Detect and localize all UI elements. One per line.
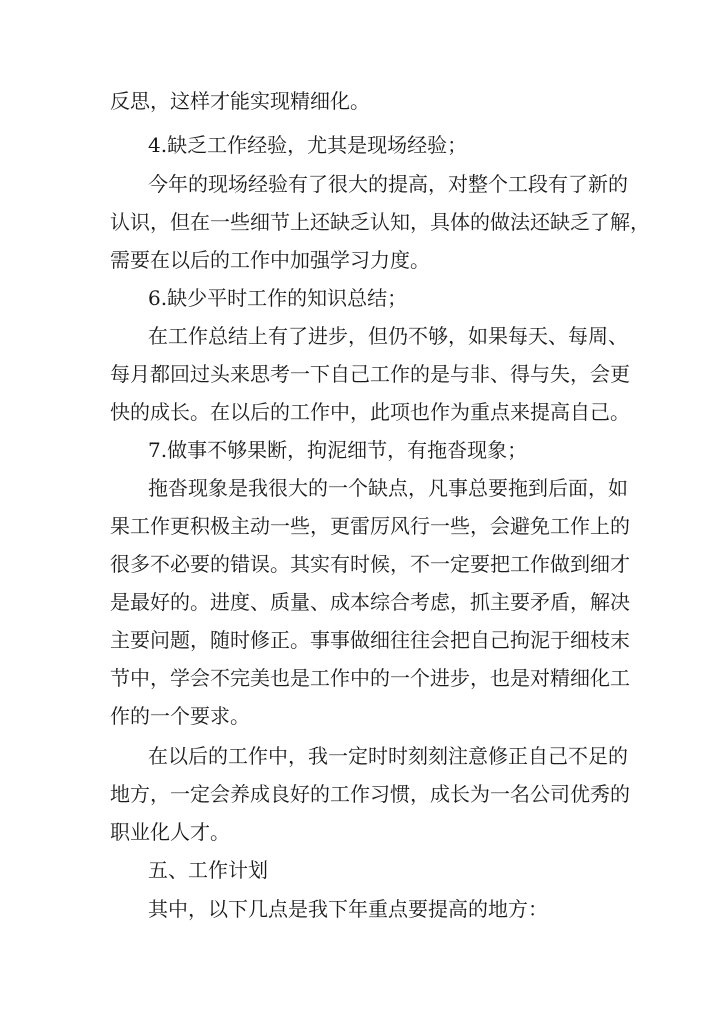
text-line: 节中，学会不完美也是工作中的一个进步，也是对精细化工 bbox=[110, 666, 630, 690]
text-line: 很多不必要的错误。其实有时候，不一定要把工作做到细才 bbox=[110, 552, 630, 576]
text-line: 6.缺少平时工作的知识总结； bbox=[148, 286, 408, 310]
text-line: 作的一个要求。 bbox=[110, 704, 250, 728]
text-line: 其中，以下几点是我下年重点要提高的地方： bbox=[148, 897, 548, 921]
text-line: 在工作总结上有了进步，但仍不够，如果每天、每周、 bbox=[148, 324, 628, 348]
text-line: 需要在以后的工作中加强学习力度。 bbox=[110, 248, 430, 272]
text-line: 地方，一定会养成良好的工作习惯，成长为一名公司优秀的 bbox=[110, 782, 630, 806]
text-line: 今年的现场经验有了很大的提高，对整个工段有了新的 bbox=[148, 172, 628, 196]
text-line: 职业化人才。 bbox=[110, 820, 230, 844]
section-heading: 五、工作计划 bbox=[148, 858, 268, 882]
text-line: 果工作更积极主动一些，更雷厉风行一些，会避免工作上的 bbox=[110, 514, 630, 538]
text-line: 认识，但在一些细节上还缺乏认知，具体的做法还缺乏了解， bbox=[110, 210, 650, 234]
text-line: 7.做事不够果断，拘泥细节，有拖沓现象； bbox=[148, 438, 528, 462]
text-line: 快的成长。在以后的工作中，此项也作为重点来提高自己。 bbox=[110, 400, 630, 424]
text-line: 主要问题，随时修正。事事做细往往会把自己拘泥于细枝末 bbox=[110, 628, 630, 652]
text-line: 在以后的工作中，我一定时时刻刻注意修正自己不足的 bbox=[148, 744, 628, 768]
text-line: 4.缺乏工作经验，尤其是现场经验； bbox=[148, 133, 468, 157]
text-line: 拖沓现象是我很大的一个缺点，凡事总要拖到后面，如 bbox=[148, 476, 628, 500]
text-line: 每月都回过头来思考一下自己工作的是与非、得与失，会更 bbox=[110, 362, 630, 386]
text-line: 反思，这样才能实现精细化。 bbox=[110, 89, 370, 113]
text-line: 是最好的。进度、质量、成本综合考虑，抓主要矛盾，解决 bbox=[110, 590, 630, 614]
